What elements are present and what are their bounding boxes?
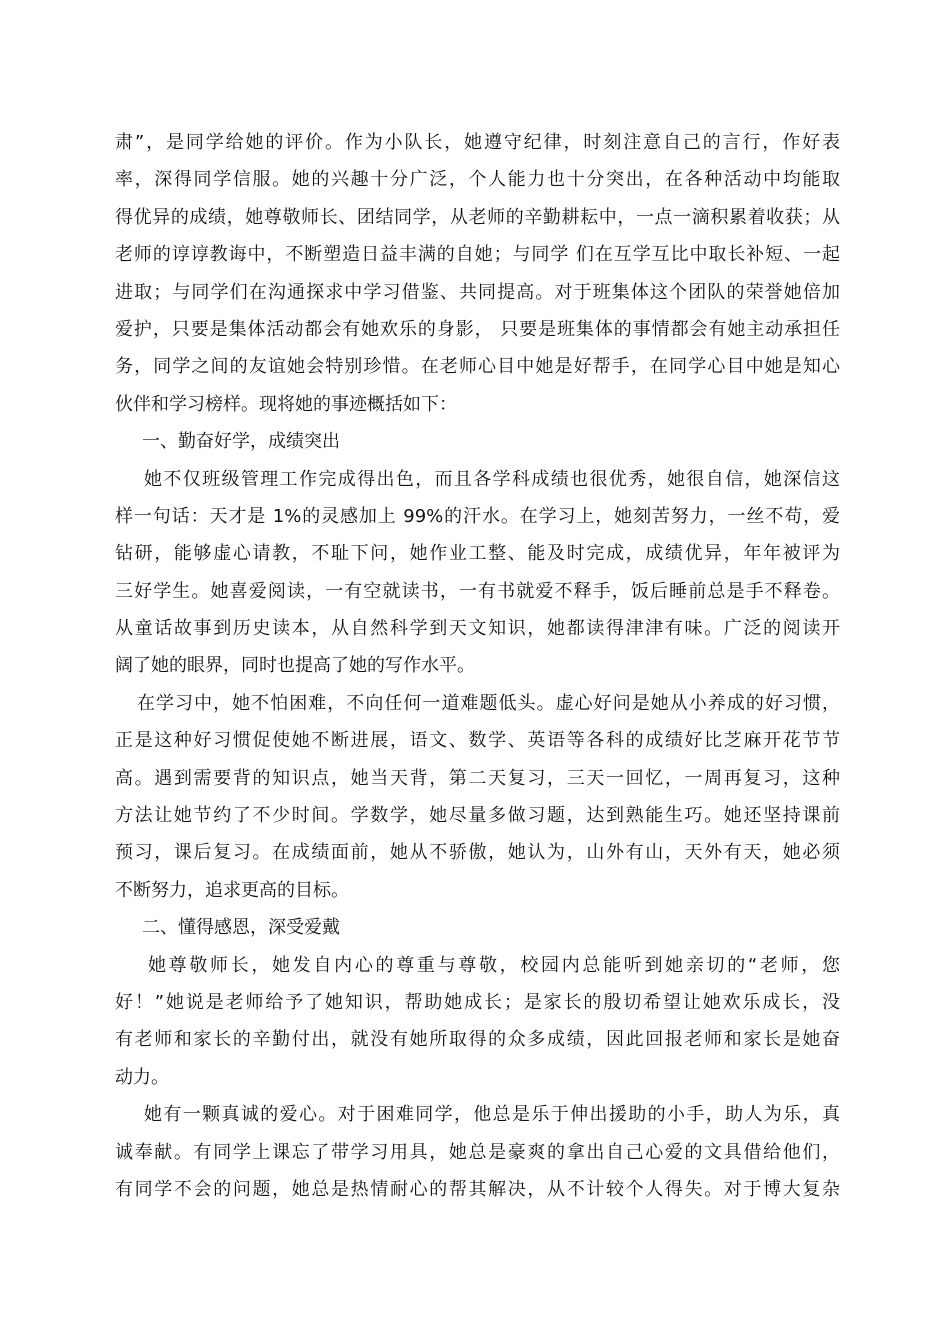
text-line: 阔了她的眼界，同时也提高了她的写作水平。 <box>115 655 475 677</box>
text-line: 诚奉献。有同学上课忘了带学习用具，她总是豪爽的拿出自己心爱的文具借给他们， <box>115 1141 840 1163</box>
text-line: 爱护，只要是集体活动都会有她欢乐的身影， 只要是班集体的事情都会有她主动承担任 <box>115 318 840 340</box>
section-heading-2: 二、懂得感恩，深受爱戴 <box>142 917 340 939</box>
paragraph-1 <box>115 461 840 685</box>
text-line: 钻研，能够虚心请教，不耻下问，她作业工整、能及时完成，成绩优异，年年被评为 <box>115 543 840 565</box>
text-line: 在学习中，她不怕困难，不向任何一道难题低头。虚心好问是她从小养成的好习惯， <box>137 692 840 714</box>
text-line: 她有一颗真诚的爱心。对于困难同学，他总是乐于伸出援助的小手，助人为乐，真 <box>144 1104 840 1126</box>
paragraph-4 <box>115 1096 840 1208</box>
paragraph-3 <box>115 947 840 1097</box>
text-line: 她不仅班级管理工作完成得出色，而且各学科成绩也很优秀，她很自信，她深信这 <box>144 468 840 490</box>
paragraph-2 <box>115 685 840 909</box>
intro-paragraph <box>115 124 840 423</box>
text-line: 动力。 <box>115 1066 169 1088</box>
text-line: 务，同学之间的友谊她会特别珍惜。在老师心目中她是好帮手，在同学心目中她是知心 <box>115 356 840 378</box>
text-line: 好！”她说是老师给予了她知识，帮助她成长；是家长的殷切希望让她欢乐成长，没 <box>115 991 840 1013</box>
text-line: 方法让她节约了不少时间。学数学，她尽量多做习题，达到熟能生巧。她还坚持课前 <box>115 805 840 827</box>
text-line: 得优异的成绩，她尊敬师长、团结同学，从老师的辛勤耕耘中，一点一滴积累着收获；从 <box>115 206 840 228</box>
text-line: 样一句话：天才是 1%的灵感加上 99%的汗水。在学习上，她刻苦努力，一丝不苟，爱 <box>115 505 840 527</box>
text-line: 她尊敬师长，她发自内心的尊重与尊敬，校园内总能听到她亲切的“老师，您 <box>148 954 840 976</box>
text-line: 老师的谆谆教诲中，不断塑造日益丰满的自她；与同学 们在互学互比中取长补短、一起 <box>115 244 840 266</box>
text-line: 从童话故事到历史读本，从自然科学到天文知识，她都读得津津有味。广泛的阅读开 <box>115 618 840 640</box>
text-line: 有老师和家长的辛勤付出，就没有她所取得的众多成绩，因此回报老师和家长是她奋 <box>115 1029 840 1051</box>
text-line: 三好学生。她喜爱阅读，一有空就读书，一有书就爱不释手，饭后睡前总是手不释卷。 <box>115 580 840 602</box>
text-line: 肃”，是同学给她的评价。作为小队长，她遵守纪律，时刻注意自己的言行，作好表 <box>115 132 840 153</box>
text-line: 预习，课后复习。在成绩面前，她从不骄傲，她认为，山外有山，天外有天，她必须 <box>115 842 840 864</box>
text-line: 高。遇到需要背的知识点，她当天背，第二天复习，三天一回忆，一周再复习，这种 <box>115 767 840 789</box>
text-line: 不断努力，追求更高的目标。 <box>115 879 349 901</box>
document-body <box>115 124 840 1208</box>
text-line: 正是这种好习惯促使她不断进展，语文、数学、英语等各科的成绩好比芝麻开花节节 <box>115 730 840 752</box>
text-line: 率，深得同学信服。她的兴趣十分广泛，个人能力也十分突出，在各种活动中均能取 <box>115 169 840 191</box>
text-line: 进取；与同学们在沟通探求中学习借鉴、共同提高。对于班集体这个团队的荣誉她倍加 <box>115 281 840 303</box>
text-line: 伙伴和学习榜样。现将她的事迹概括如下： <box>115 393 457 415</box>
section-heading-1: 一、勤奋好学，成绩突出 <box>142 431 340 453</box>
text-line: 有同学不会的问题，她总是热情耐心的帮其解决，从不计较个人得失。对于博大复杂 <box>115 1178 840 1200</box>
